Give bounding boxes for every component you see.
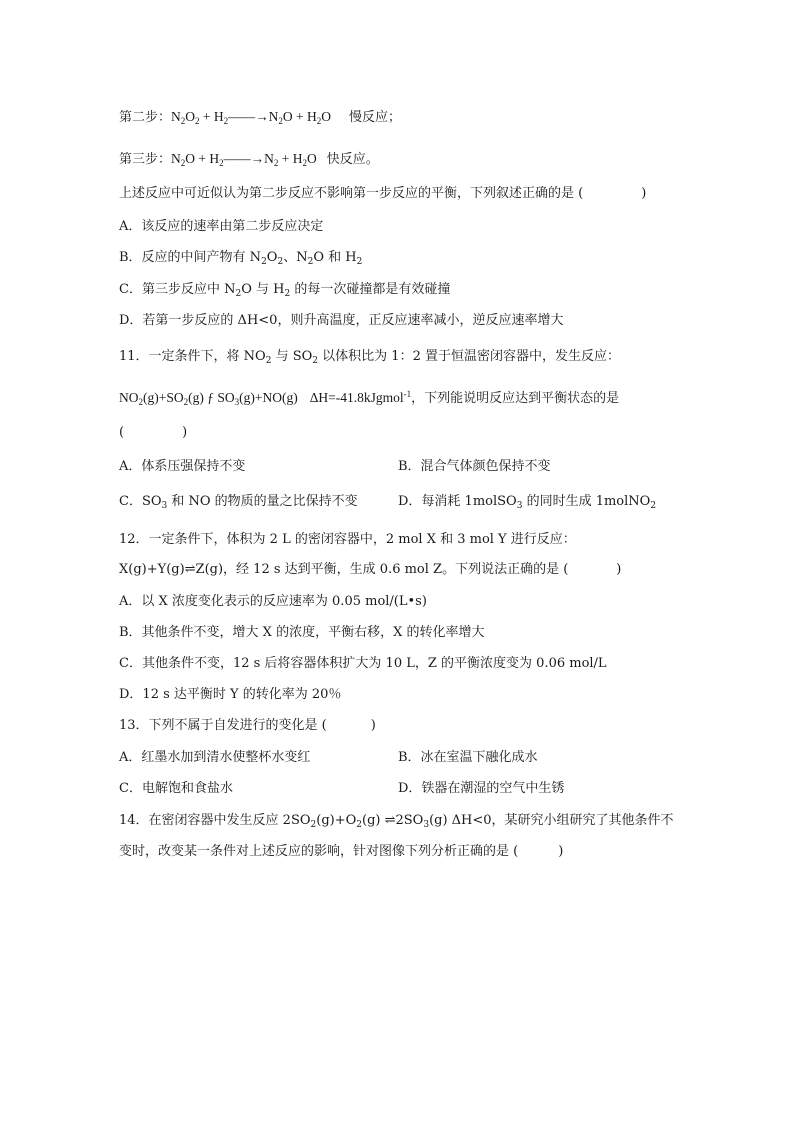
q10-option-d: D．若第一步反应的 ΔH<0，则升高温度，正反应速率减小，逆反应速率增大: [119, 313, 564, 328]
step2-line: [119, 108, 401, 127]
q11-answer-paren: ( ): [119, 425, 188, 440]
q12-option-a: A．以 X 浓度变化表示的反应速率为 0.05 mol/(L•s): [119, 594, 427, 609]
q14-stem-line1: 14．在密闭容器中发生反应 $2SO_2(g)+O_2(g)$ $\rightleftharpoons 2SO_3(g)$ ΔH<0，某研究小组研究了其他条件不: [119, 813, 674, 830]
q11-equation-line: [119, 389, 619, 408]
q14-stem-line2: 变时，改变某一条件对上述反应的影响，针对图像下列分析正确的是 ( ): [119, 844, 564, 859]
step2-equation: $N_2O_2$ + $H_2——\to N_2O + H_2O$: [171, 109, 332, 126]
q12-option-d: D．12 s 达平衡时 Y 的转化率为 20％: [119, 687, 342, 702]
step3-line: [119, 150, 379, 169]
q11-equation: $NO_2(g)+SO_2(g)$ ƒ $SO_3(g)+NO(g)$: [119, 390, 298, 407]
q10-option-a: A．该反应的速率由第二步反应决定: [119, 219, 324, 234]
step3-note: 快反应。: [326, 152, 379, 167]
q11-enthalpy: ΔH=-41.8kJgmol$^{-1}$: [309, 389, 412, 405]
q10-stem: 上述反应中可近似认为第二步反应不影响第一步反应的平衡，下列叙述正确的是 ( ): [119, 186, 647, 201]
q12-option-c: C．其他条件不变，12 s 后将容器体积扩大为 10 L，Z 的平衡浓度变为 0.06 mol/L: [119, 656, 607, 671]
q13-option-b: B．冰在室温下融化成水: [398, 750, 538, 765]
q13-option-a: A．红墨水加到清水使整杯水变红: [119, 750, 311, 765]
q13-stem: 13．下列不属于自发进行的变化是 ( ): [119, 718, 376, 733]
q12-equation-line: X(g)+Y(g)⇌Z(g)，经 12 s 达到平衡，生成 0.6 mol Z。下列说法正确的是 ( ): [119, 562, 622, 577]
q11-option-a: A．体系压强保持不变: [119, 459, 246, 474]
q11-option-d: D．每消耗 1molSO$_3$ 的同时生成 1molNO$_2$: [398, 494, 657, 511]
q12-option-b: B．其他条件不变，增大 X 的浓度，平衡右移，X 的转化率增大: [119, 625, 485, 640]
q12-stem: 12．一定条件下，体积为 2 L 的密闭容器中，2 mol X 和 3 mol Y 进行反应：: [119, 532, 576, 547]
step2-label: 第二步：: [119, 110, 172, 125]
q10-option-b: B．反应的中间产物有 $N_2O_2$、$N_2O$ 和 $H_2$: [119, 250, 363, 267]
q11-stem: 11．一定条件下，将 $NO_2$ 与 $SO_2$ 以体积比为 1：2 置于恒温密闭容器中，发生反应：: [119, 349, 620, 366]
q11-option-b: B．混合气体颜色保持不变: [398, 459, 551, 474]
q13-option-c: C．电解饱和食盐水: [119, 781, 233, 796]
q13-option-d: D．铁器在潮湿的空气中生锈: [398, 781, 565, 796]
step3-equation: $N_2O$ + $H_2——\to N_2 + H_2O$: [171, 151, 317, 168]
q11-tail: ，下列能说明反应达到平衡状态的是: [411, 391, 620, 406]
step2-note: 慢反应；: [349, 110, 402, 125]
step3-label: 第三步：: [119, 152, 172, 167]
q11-option-c: C．$SO_3$ 和 NO 的物质的量之比保持不变: [119, 494, 358, 511]
q10-option-c: C．第三步反应中 $N_2O$ 与 $H_2$ 的每一次碰撞都是有效碰撞: [119, 282, 451, 299]
